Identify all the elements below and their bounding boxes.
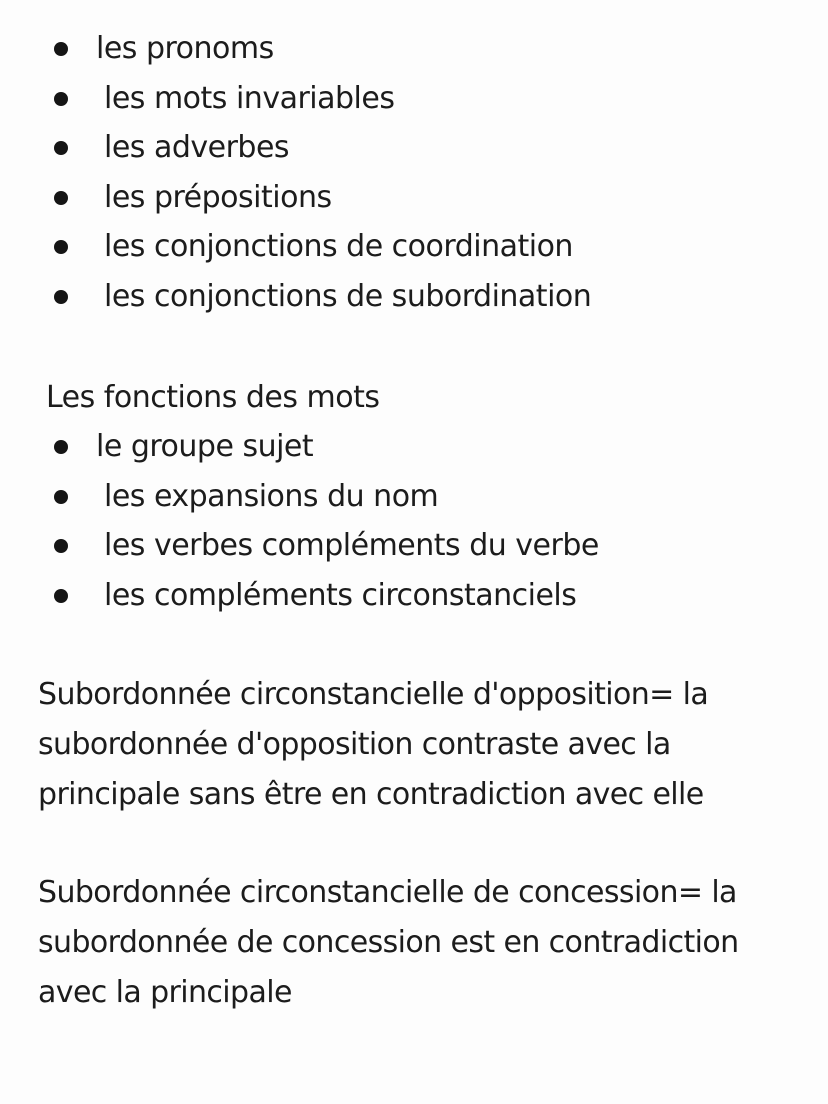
bullet-icon — [54, 589, 68, 603]
list-item-text: les conjonctions de subordination — [104, 278, 592, 314]
bullet-icon — [54, 440, 68, 454]
list-item-text: les verbes compléments du verbe — [104, 528, 599, 564]
list-item-text: les mots invariables — [104, 80, 395, 116]
list-item-text: les prépositions — [104, 179, 332, 215]
section-heading: Les fonctions des mots — [46, 380, 380, 415]
list-item-text: les adverbes — [104, 130, 290, 166]
concession-definition: Subordonnée circonstancielle de concession= la subordonnée de concession est en contradiction avec la principale — [38, 875, 739, 1010]
bullet-icon — [54, 490, 68, 504]
bullet-icon — [54, 92, 68, 106]
list-item-text: les compléments circonstanciels — [104, 577, 577, 613]
list-item-text: le groupe sujet — [96, 429, 314, 464]
bullet-icon — [54, 539, 68, 553]
list-item-text: les conjonctions de coordination — [104, 229, 573, 265]
bullet-icon — [54, 191, 68, 205]
bullet-icon — [54, 141, 68, 155]
bullet-icon — [54, 42, 68, 56]
opposition-definition: Subordonnée circonstancielle d'opposition= la subordonnée d'opposition contraste avec la principale sans être en contradiction avec elle — [38, 677, 709, 812]
bullet-icon — [54, 290, 68, 304]
bullet-icon — [54, 240, 68, 254]
list-item-text: les pronoms — [96, 31, 274, 66]
list-item-text: les expansions du nom — [104, 478, 439, 514]
